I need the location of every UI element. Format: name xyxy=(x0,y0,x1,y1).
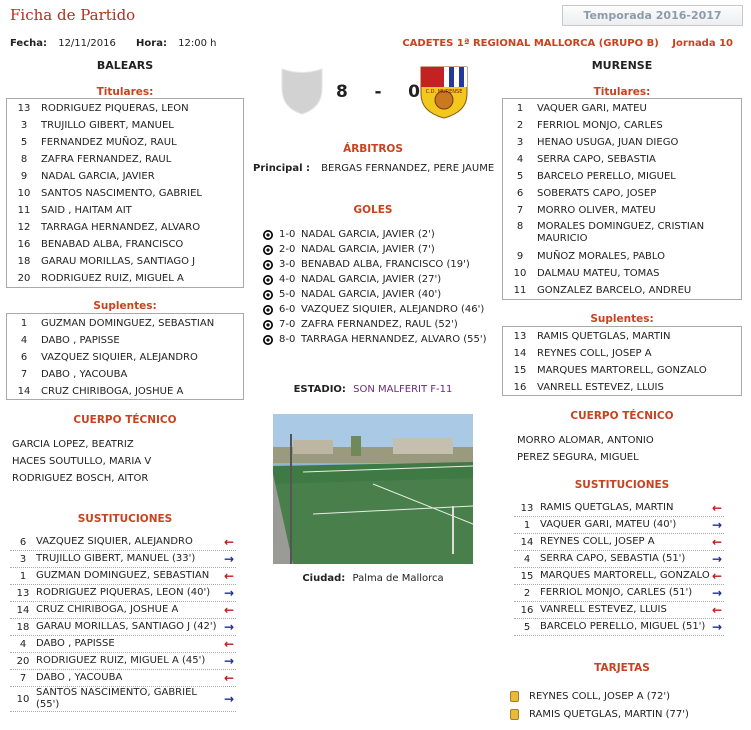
player-number: 16 xyxy=(17,239,31,250)
soccer-ball-icon xyxy=(263,335,273,345)
player-number: 2 xyxy=(516,120,524,131)
player-row xyxy=(7,168,243,185)
jornada: Jornada 10 xyxy=(672,38,733,49)
sub-player-name[interactable]: CRUZ CHIRIBOGA, JOSHUE A xyxy=(36,604,179,615)
stadium-photo xyxy=(273,414,473,564)
player-name[interactable]: SOBERATS CAPO, JOSEP xyxy=(537,187,657,199)
arrow-left-icon: ← xyxy=(711,501,723,515)
player-row xyxy=(503,134,741,151)
player-row xyxy=(503,151,741,168)
player-number: 4 xyxy=(20,335,28,346)
away-subs-title: Suplentes: xyxy=(590,313,654,325)
sub-number: 4 xyxy=(19,638,27,650)
arrow-right-icon: → xyxy=(711,586,723,600)
player-name[interactable]: MORALES DOMINGUEZ, CRISTIAN MAURICIO xyxy=(537,221,705,244)
sub-player-name[interactable]: VANRELL ESTEVEZ, LLUIS xyxy=(540,604,667,615)
player-number: 9 xyxy=(516,251,524,262)
home-staff-title: CUERPO TÉCNICO xyxy=(73,414,177,426)
scoreboard xyxy=(336,82,420,102)
cards-title: TARJETAS xyxy=(594,662,650,674)
competition xyxy=(402,38,733,49)
player-row xyxy=(7,151,243,168)
sub-number: 15 xyxy=(520,570,534,582)
player-name[interactable]: RAMIS QUETGLAS, MARTIN xyxy=(537,330,671,342)
referee-label: Principal : xyxy=(253,163,310,174)
player-number: 7 xyxy=(20,369,28,380)
home-score: 8 xyxy=(336,82,348,102)
score-separator: - xyxy=(374,82,382,102)
goals-list xyxy=(263,227,503,347)
arrow-right-icon: → xyxy=(223,586,235,600)
soccer-ball-icon xyxy=(263,230,273,240)
staff-name: RODRIGUEZ BOSCH, AITOR xyxy=(12,473,149,484)
competition-name: CADETES 1ª REGIONAL MALLORCA (GRUPO B) xyxy=(402,38,659,49)
arrow-left-icon: ← xyxy=(711,535,723,549)
stadium-name[interactable]: SON MALFERIT F-11 xyxy=(353,384,453,395)
home-crest xyxy=(279,66,325,116)
sub-player-name[interactable]: DABO , PAPISSE xyxy=(36,638,115,649)
goal-score: 6-0 xyxy=(279,304,296,315)
player-number: 3 xyxy=(20,120,28,131)
fecha-label: Fecha: xyxy=(10,38,48,49)
referee-row xyxy=(253,163,494,174)
player-name[interactable]: GUZMAN DOMINGUEZ, SEBASTIAN xyxy=(41,317,215,329)
arrow-left-icon: ← xyxy=(223,535,235,549)
hora-value: 12:00 h xyxy=(178,38,217,49)
player-number: 8 xyxy=(516,221,524,232)
goal-scorer: NADAL GARCIA, JAVIER (2') xyxy=(301,229,435,240)
sub-number: 6 xyxy=(19,536,27,548)
player-name[interactable]: ZAFRA FERNANDEZ, RAUL xyxy=(41,153,172,165)
goal-row xyxy=(263,302,503,317)
fecha-value: 12/11/2016 xyxy=(58,38,116,49)
player-name[interactable]: DABO , PAPISSE xyxy=(41,334,120,346)
player-row xyxy=(503,379,741,396)
home-sust-title: SUSTITUCIONES xyxy=(77,513,173,525)
city-row xyxy=(250,573,496,584)
player-number: 3 xyxy=(516,137,524,148)
arrow-left-icon: ← xyxy=(711,569,723,583)
player-number: 4 xyxy=(516,154,524,165)
sub-player-name[interactable]: DABO , YACOUBA xyxy=(36,672,123,683)
player-row xyxy=(7,100,243,117)
player-number: 13 xyxy=(513,331,527,342)
player-name[interactable]: TARRAGA HERNANDEZ, ALVARO xyxy=(41,221,201,233)
away-crest xyxy=(417,64,471,120)
substitution-row xyxy=(514,602,724,619)
hora-label: Hora: xyxy=(136,38,167,49)
goal-score: 8-0 xyxy=(279,334,296,345)
sub-player-name[interactable]: SERRA CAPO, SEBASTIA (51') xyxy=(540,553,686,564)
player-row xyxy=(503,328,741,345)
referees-title: ÁRBITROS xyxy=(343,143,403,155)
player-name[interactable]: GARAU MORILLAS, SANTIAGO J xyxy=(41,255,196,267)
arrow-left-icon: ← xyxy=(711,603,723,617)
player-number: 5 xyxy=(516,171,524,182)
player-row xyxy=(7,270,243,287)
staff-row xyxy=(513,452,749,464)
player-number: 15 xyxy=(513,365,527,376)
player-row xyxy=(503,248,741,265)
player-number: 11 xyxy=(17,205,31,216)
player-row xyxy=(7,236,243,253)
card-player[interactable]: REYNES COLL, JOSEP A (72') xyxy=(529,690,671,702)
city-label: Ciudad: xyxy=(302,573,346,584)
substitution-row xyxy=(10,619,236,636)
sub-player-name[interactable]: FERRIOL MONJO, CARLES (51') xyxy=(540,587,693,598)
sub-player-name[interactable]: RODRIGUEZ PIQUERAS, LEON (40') xyxy=(36,587,211,598)
player-number: 7 xyxy=(516,205,524,216)
player-name[interactable]: SAID , HAITAM AIT xyxy=(41,204,132,216)
sub-player-name[interactable]: VAZQUEZ SIQUIER, ALEJANDRO xyxy=(36,536,193,547)
staff-row xyxy=(8,473,244,485)
substitution-row xyxy=(10,687,236,712)
substitution-row xyxy=(514,568,724,585)
player-row xyxy=(503,117,741,134)
home-starters-title: Titulares: xyxy=(96,86,154,98)
staff-row xyxy=(513,435,749,447)
substitution-row xyxy=(514,534,724,551)
player-row xyxy=(7,315,243,332)
stadium-label: ESTADIO: xyxy=(293,384,346,395)
goal-scorer: VAZQUEZ SIQUIER, ALEJANDRO (46') xyxy=(301,304,485,315)
sub-number: 3 xyxy=(19,553,27,565)
arrow-left-icon: ← xyxy=(223,671,235,685)
player-number: 1 xyxy=(20,318,28,329)
season-selector[interactable]: Temporada 2016-2017 xyxy=(562,5,743,26)
city-name: Palma de Mallorca xyxy=(352,573,444,584)
sub-player-name[interactable]: GUZMAN DOMINGUEZ, SEBASTIAN xyxy=(36,570,210,581)
player-row xyxy=(503,362,741,379)
player-row xyxy=(503,345,741,362)
goal-scorer: NADAL GARCIA, JAVIER (27') xyxy=(301,274,442,285)
staff-name: HACES SOUTULLO, MARIA V xyxy=(12,456,152,467)
sub-player-name[interactable]: VAQUER GARI, MATEU (40') xyxy=(540,519,677,530)
home-subs-title: Suplentes: xyxy=(93,300,157,312)
player-name[interactable]: DALMAU MATEU, TOMAS xyxy=(537,267,660,279)
player-row xyxy=(7,202,243,219)
substitution-row xyxy=(514,585,724,602)
date-time xyxy=(10,38,216,49)
goal-score: 1-0 xyxy=(279,229,296,240)
sub-number: 13 xyxy=(520,502,534,514)
soccer-ball-icon xyxy=(263,290,273,300)
sub-number: 20 xyxy=(16,655,30,667)
substitution-row xyxy=(10,636,236,653)
away-crest-text: C.D. MURENSE xyxy=(425,89,463,95)
player-name[interactable]: GONZALEZ BARCELO, ANDREU xyxy=(537,284,692,296)
player-row xyxy=(503,265,741,282)
arrow-right-icon: → xyxy=(223,620,235,634)
player-number: 1 xyxy=(516,103,524,114)
staff-name: PEREZ SEGURA, MIGUEL xyxy=(517,452,639,463)
goal-row xyxy=(263,257,503,272)
player-number: 6 xyxy=(516,188,524,199)
arrow-right-icon: → xyxy=(711,620,723,634)
card-row xyxy=(510,705,740,723)
sub-player-name[interactable]: RODRIGUEZ RUIZ, MIGUEL A (45') xyxy=(36,655,206,666)
home-sust-list xyxy=(10,534,236,712)
player-name[interactable]: MARQUES MARTORELL, GONZALO xyxy=(537,364,707,376)
referee-name: BERGAS FERNANDEZ, PERE JAUME xyxy=(321,163,495,174)
home-subs-list xyxy=(6,313,244,400)
player-name[interactable]: VAQUER GARI, MATEU xyxy=(537,102,647,114)
substitution-row xyxy=(10,602,236,619)
cards-list xyxy=(510,687,740,723)
goal-score: 7-0 xyxy=(279,319,296,330)
sub-number: 1 xyxy=(19,570,27,582)
player-row xyxy=(7,349,243,366)
player-row xyxy=(503,282,741,299)
player-number: 8 xyxy=(20,154,28,165)
soccer-ball-icon xyxy=(263,260,273,270)
staff-name: GARCIA LOPEZ, BEATRIZ xyxy=(12,439,134,450)
player-number: 9 xyxy=(20,171,28,182)
arrow-right-icon: → xyxy=(223,552,235,566)
goal-score: 4-0 xyxy=(279,274,296,285)
away-starters-list xyxy=(502,98,742,300)
goal-scorer: ZAFRA FERNANDEZ, RAUL (52') xyxy=(301,319,458,330)
substitution-row xyxy=(10,534,236,551)
goal-scorer: NADAL GARCIA, JAVIER (40') xyxy=(301,289,442,300)
player-name[interactable]: SANTOS NASCIMENTO, GABRIEL xyxy=(41,187,202,199)
staff-name: MORRO ALOMAR, ANTONIO xyxy=(517,435,654,446)
player-number: 12 xyxy=(17,222,31,233)
player-name[interactable]: RODRIGUEZ RUIZ, MIGUEL A xyxy=(41,272,184,284)
arrow-right-icon: → xyxy=(711,518,723,532)
goal-scorer: NADAL GARCIA, JAVIER (7') xyxy=(301,244,435,255)
sub-player-name[interactable]: REYNES COLL, JOSEP A xyxy=(540,536,655,547)
goal-row xyxy=(263,242,503,257)
player-row xyxy=(503,202,741,219)
sub-number: 7 xyxy=(19,672,27,684)
goal-row xyxy=(263,287,503,302)
player-name[interactable]: SERRA CAPO, SEBASTIA xyxy=(537,153,656,165)
goals-title: GOLES xyxy=(353,204,393,216)
sub-number: 4 xyxy=(523,553,531,565)
sub-number: 14 xyxy=(520,536,534,548)
player-name[interactable]: NADAL GARCIA, JAVIER xyxy=(41,170,155,182)
sub-number: 16 xyxy=(520,604,534,616)
player-row xyxy=(503,219,741,248)
player-name[interactable]: TRUJILLO GIBERT, MANUEL xyxy=(41,119,174,131)
goal-scorer: TARRAGA HERNANDEZ, ALVARO (55') xyxy=(301,334,487,345)
player-number: 13 xyxy=(17,103,31,114)
player-number: 11 xyxy=(513,285,527,296)
substitution-row xyxy=(10,670,236,687)
sub-number: 13 xyxy=(16,587,30,599)
player-name[interactable]: BENABAD ALBA, FRANCISCO xyxy=(41,238,184,250)
player-number: 10 xyxy=(17,188,31,199)
substitution-row xyxy=(514,619,724,636)
away-starters-title: Titulares: xyxy=(593,86,651,98)
arrow-left-icon: ← xyxy=(223,603,235,617)
player-row xyxy=(7,332,243,349)
player-number: 6 xyxy=(20,352,28,363)
player-name[interactable]: MORRO OLIVER, MATEU xyxy=(537,204,656,216)
sub-number: 5 xyxy=(523,621,531,633)
player-row xyxy=(7,253,243,270)
sub-player-name[interactable]: TRUJILLO GIBERT, MANUEL (33') xyxy=(36,553,196,564)
sub-number: 1 xyxy=(523,519,531,531)
goal-score: 2-0 xyxy=(279,244,296,255)
player-number: 14 xyxy=(513,348,527,359)
substitution-row xyxy=(10,585,236,602)
player-name[interactable]: FERRIOL MONJO, CARLES xyxy=(537,119,663,131)
soccer-ball-icon xyxy=(263,275,273,285)
arrow-right-icon: → xyxy=(223,654,235,668)
player-name[interactable]: VANRELL ESTEVEZ, LLUIS xyxy=(537,381,664,393)
home-team-name: BALEARS xyxy=(96,59,154,72)
player-number: 16 xyxy=(513,382,527,393)
player-row xyxy=(7,134,243,151)
player-name[interactable]: BARCELO PERELLO, MIGUEL xyxy=(537,170,676,182)
player-number: 14 xyxy=(17,386,31,397)
player-name[interactable]: VAZQUEZ SIQUIER, ALEJANDRO xyxy=(41,351,198,363)
player-name[interactable]: HENAO USUGA, JUAN DIEGO xyxy=(537,136,679,148)
player-number: 10 xyxy=(513,268,527,279)
player-row xyxy=(7,383,243,400)
goal-row xyxy=(263,272,503,287)
arrow-left-icon: ← xyxy=(223,569,235,583)
sub-player-name[interactable]: BARCELO PERELLO, MIGUEL (51') xyxy=(540,621,706,632)
goal-row xyxy=(263,227,503,242)
away-sust-title: SUSTITUCIONES xyxy=(574,479,670,491)
page-title: Ficha de Partido xyxy=(10,6,136,24)
substitution-row xyxy=(10,568,236,585)
player-name[interactable]: FERNANDEZ MUÑOZ, RAUL xyxy=(41,136,177,148)
player-number: 20 xyxy=(17,273,31,284)
sub-player-name[interactable]: MARQUES MARTORELL, GONZALO xyxy=(540,570,710,581)
substitution-row xyxy=(10,551,236,568)
arrow-right-icon: → xyxy=(223,692,235,706)
sub-player-name[interactable]: SANTOS NASCIMENTO, GABRIEL (55') xyxy=(36,687,197,710)
player-number: 18 xyxy=(17,256,31,267)
goal-scorer: BENABAD ALBA, FRANCISCO (19') xyxy=(301,259,470,270)
sub-player-name[interactable]: RAMIS QUETGLAS, MARTIN xyxy=(540,502,674,513)
home-starters-list xyxy=(6,98,244,288)
player-name[interactable]: RODRIGUEZ PIQUERAS, LEON xyxy=(41,102,189,114)
soccer-ball-icon xyxy=(263,245,273,255)
away-staff-list xyxy=(513,435,749,469)
yellow-card-icon xyxy=(510,691,519,702)
player-name[interactable]: MUÑOZ MORALES, PABLO xyxy=(537,250,665,262)
stadium-row xyxy=(250,384,496,395)
yellow-card-icon xyxy=(510,709,519,720)
card-row xyxy=(510,687,740,705)
substitution-row xyxy=(514,500,724,517)
player-name[interactable]: CRUZ CHIRIBOGA, JOSHUE A xyxy=(41,385,184,397)
sub-number: 18 xyxy=(16,621,30,633)
substitution-row xyxy=(514,551,724,568)
staff-row xyxy=(8,439,244,451)
substitution-row xyxy=(10,653,236,670)
card-player[interactable]: RAMIS QUETGLAS, MARTIN (77') xyxy=(529,708,689,720)
player-number: 5 xyxy=(20,137,28,148)
away-subs-list xyxy=(502,326,742,396)
away-sust-list xyxy=(514,500,724,636)
player-row xyxy=(7,185,243,202)
away-score: 0 xyxy=(408,82,420,102)
player-name[interactable]: DABO , YACOUBA xyxy=(41,368,128,380)
player-row xyxy=(503,185,741,202)
player-row xyxy=(7,219,243,236)
goal-score: 5-0 xyxy=(279,289,296,300)
home-staff-list xyxy=(8,439,244,490)
player-row xyxy=(503,100,741,117)
goal-row xyxy=(263,332,503,347)
arrow-left-icon: ← xyxy=(223,637,235,651)
player-row xyxy=(7,117,243,134)
soccer-ball-icon xyxy=(263,305,273,315)
soccer-ball-icon xyxy=(263,320,273,330)
player-row xyxy=(503,168,741,185)
player-row xyxy=(7,366,243,383)
sub-number: 14 xyxy=(16,604,30,616)
away-team-name: MURENSE xyxy=(591,59,653,72)
sub-number: 10 xyxy=(16,693,30,705)
arrow-right-icon: → xyxy=(711,552,723,566)
player-name[interactable]: REYNES COLL, JOSEP A xyxy=(537,347,652,359)
goal-score: 3-0 xyxy=(279,259,296,270)
sub-player-name[interactable]: GARAU MORILLAS, SANTIAGO J (42') xyxy=(36,621,217,632)
staff-row xyxy=(8,456,244,468)
away-staff-title: CUERPO TÉCNICO xyxy=(570,410,674,422)
goal-row xyxy=(263,317,503,332)
sub-number: 2 xyxy=(523,587,531,599)
substitution-row xyxy=(514,517,724,534)
